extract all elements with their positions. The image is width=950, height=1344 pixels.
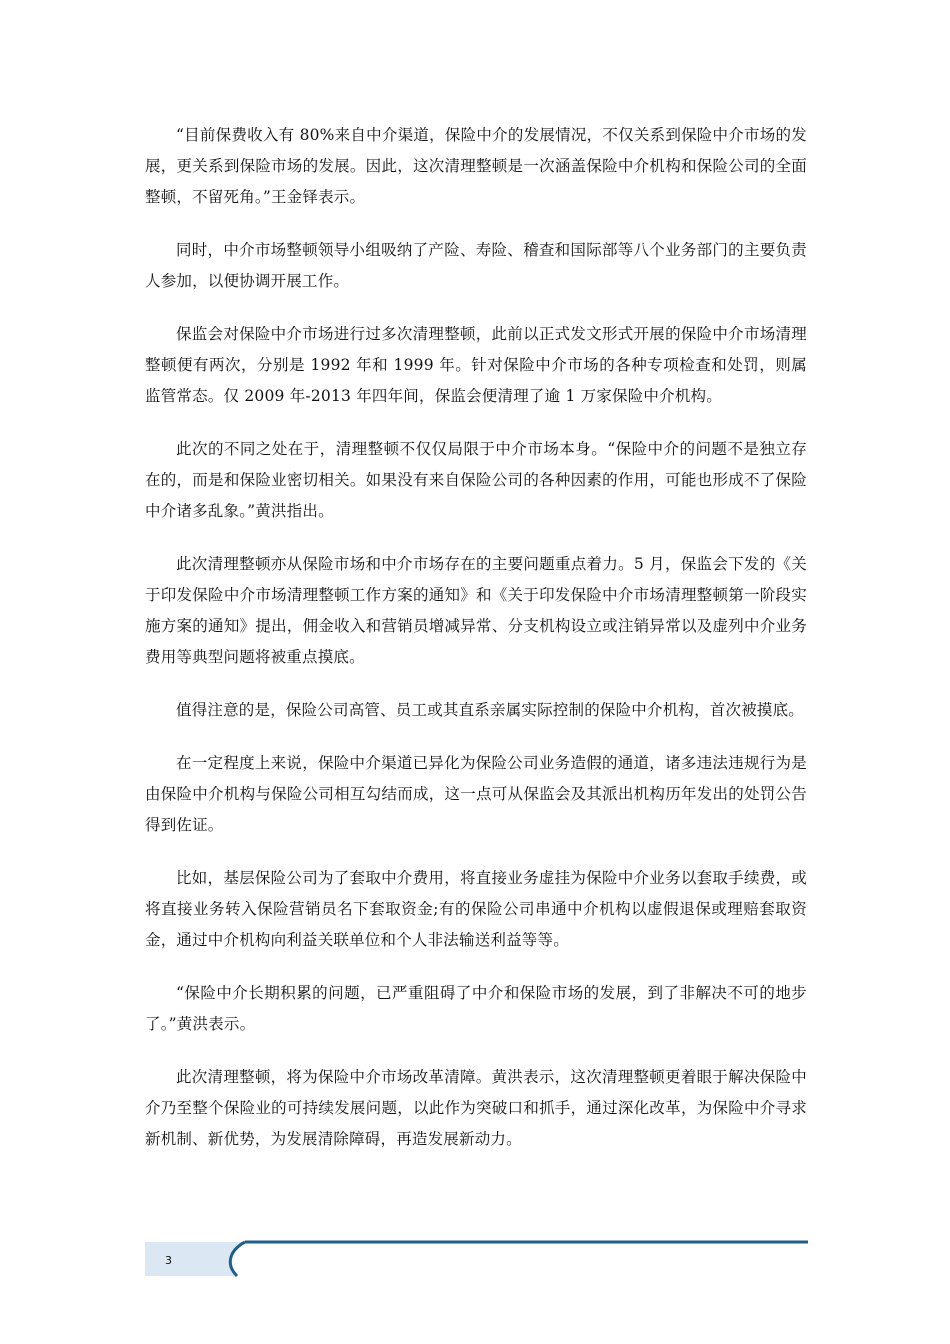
paragraph-9: “保险中介长期积累的问题，已严重阻碍了中介和保险市场的发展，到了非解决不可的地步了。”黄洪表示。 — [145, 984, 807, 1033]
paragraph-6: 值得注意的是，保险公司高管、员工或其直系亲属实际控制的保险中介机构，首次被摸底。 — [176, 701, 805, 719]
paragraph-7: 在一定程度上来说，保险中介渠道已异化为保险公司业务造假的通道，诸多违法违规行为是由保险中介机构与保险公司相互勾结而成，这一点可从保监会及其派出机构历年发出的处罚公告得到佐证。 — [145, 754, 807, 834]
paragraph-4: 此次的不同之处在于，清理整顿不仅仅局限于中介市场本身。“保险中介的问题不是独立存在的，而是和保险业密切相关。如果没有来自保险公司的各种因素的作用，可能也形成不了保险中介诸多乱象。”黄洪指出。 — [145, 440, 807, 520]
article-body — [145, 120, 807, 1177]
paragraph-2: 同时，中介市场整顿领导小组吸纳了产险、寿险、稽查和国际部等八个业务部门的主要负责人参加，以便协调开展工作。 — [145, 241, 807, 290]
paragraph-8: 比如，基层保险公司为了套取中介费用，将直接业务虚挂为保险中介业务以套取手续费，或将直接业务转入保险营销员名下套取资金;有的保险公司串通中介机构以虚假退保或理赔套取资金，通过中介机构向利益关联单位和个人非法输送利益等等。 — [145, 869, 807, 949]
paragraph-10: 此次清理整顿，将为保险中介市场改革清障。黄洪表示，这次清理整顿更着眼于解决保险中介乃至整个保险业的可持续发展问题，以此作为突破口和抓手，通过深化改革，为保险中介寻求新机制、新优势，为发展清除障碍，再造发展新动力。 — [145, 1068, 807, 1148]
footer-band — [145, 1240, 808, 1280]
paragraph-3: 保监会对保险中介市场进行过多次清理整顿，此前以正式发文形式开展的保险中介市场清理整顿便有两次，分别是 1992 年和 1999 年。针对保险中介市场的各种专项检查和处罚，则属监管常态。仅 2009 年-2013 年四年间，保监会便清理了逾 1 万家保险中介机构。 — [145, 325, 807, 405]
page-footer — [145, 1240, 808, 1280]
page-number: 3 — [165, 1254, 172, 1267]
paragraph-5: 此次清理整顿亦从保险市场和中介市场存在的主要问题重点着力。5 月，保监会下发的《关于印发保险中介市场清理整顿工作方案的通知》和《关于印发保险中介市场清理整顿第一阶段实施方案的通知》提出，佣金收入和营销员增减异常、分支机构设立或注销异常以及虚列中介业务费用等典型问题将被重点摸底。 — [145, 555, 807, 666]
paragraph-1: “目前保费收入有 80%来自中介渠道，保险中介的发展情况，不仅关系到保险中介市场的发展，更关系到保险市场的发展。因此，这次清理整顿是一次涵盖保险中介机构和保险公司的全面整顿，不留死角。”王金铎表示。 — [145, 126, 807, 206]
